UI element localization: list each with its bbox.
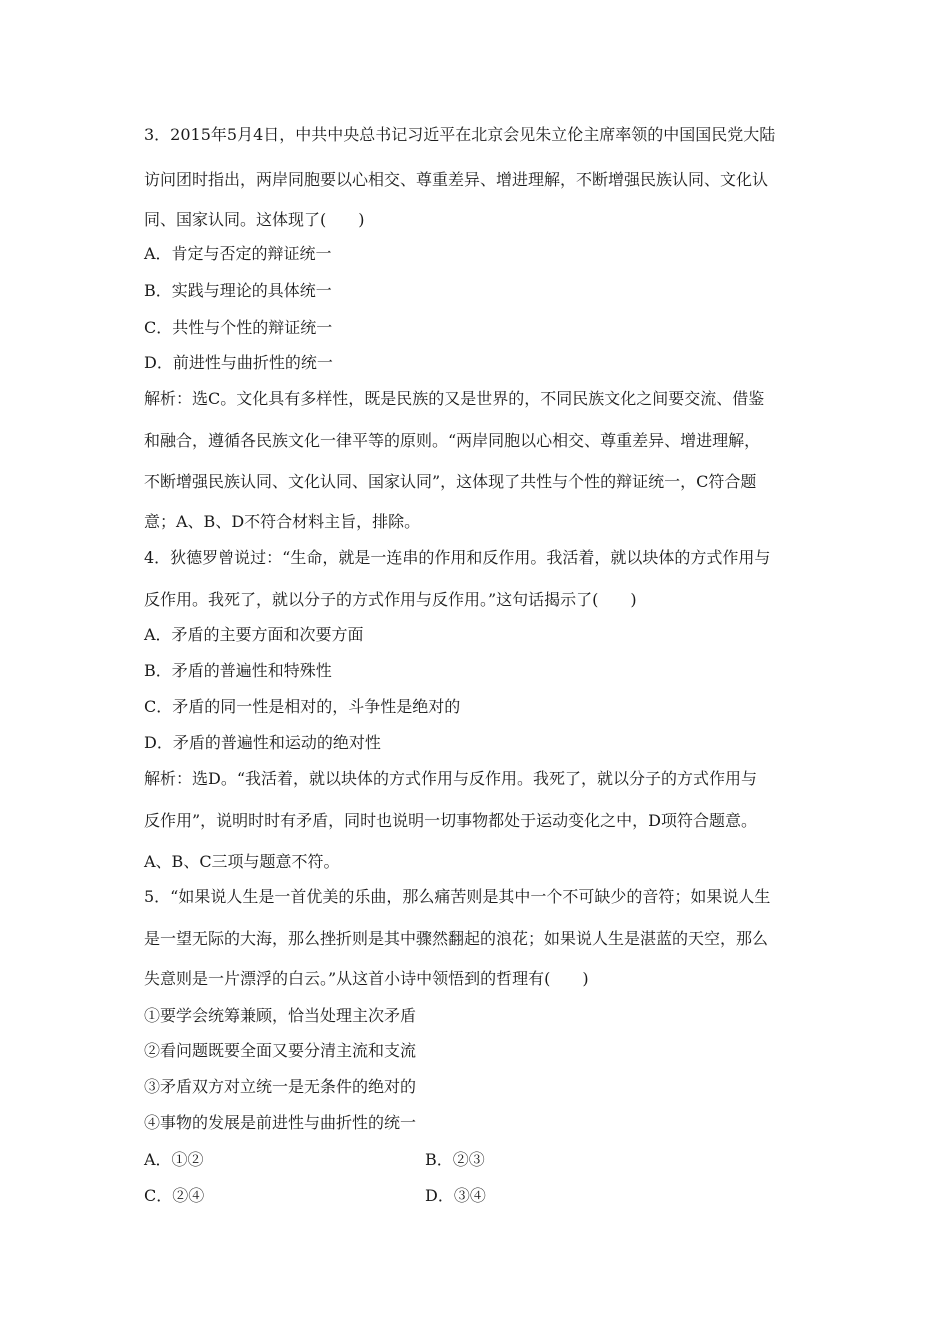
option-a: A．①②: [144, 1150, 204, 1169]
analysis-line: 解析：选C。文化具有多样性，既是民族的又是世界的，不同民族文化之间要交流、借鉴: [144, 389, 765, 408]
analysis-line: 不断增强民族认同、文化认同、国家认同”，这体现了共性与个性的辩证统一，C符合题: [144, 472, 757, 491]
option-b: B．矛盾的普遍性和特殊性: [144, 661, 332, 680]
question-stem-line: 3．2015年5月4日，中共中央总书记习近平在北京会见朱立伦主席率领的中国国民党大陆: [144, 125, 776, 144]
option-c: C．②④: [144, 1186, 205, 1205]
statement-2: ②看问题既要全面又要分清主流和支流: [144, 1041, 417, 1060]
option-d: D．前进性与曲折性的统一: [144, 353, 333, 372]
question-stem-line: 反作用。我死了，就以分子的方式作用与反作用。”这句话揭示了( ): [144, 590, 637, 609]
question-stem-line: 是一望无际的大海，那么挫折则是其中骤然翻起的浪花；如果说人生是湛蓝的天空，那么: [144, 929, 769, 948]
statement-1: ①要学会统筹兼顾，恰当处理主次矛盾: [144, 1006, 417, 1025]
analysis-line: 解析：选D。“我活着，就以块体的方式作用与反作用。我死了，就以分子的方式作用与: [144, 769, 758, 788]
option-a: A．矛盾的主要方面和次要方面: [144, 625, 364, 644]
question-stem-line: 4．狄德罗曾说过：“生命，就是一连串的作用和反作用。我活着，就以块体的方式作用与: [144, 548, 771, 567]
question-stem-line: 访问团时指出，两岸同胞要以心相交、尊重差异、增进理解，不断增强民族认同、文化认: [144, 170, 769, 189]
option-d: D．矛盾的普遍性和运动的绝对性: [144, 733, 381, 752]
question-stem-line: 同、国家认同。这体现了( ): [144, 210, 365, 229]
statement-4: ④事物的发展是前进性与曲折性的统一: [144, 1113, 417, 1132]
analysis-line: 意；A、B、D不符合材料主旨，排除。: [144, 512, 421, 531]
option-a: A．肯定与否定的辩证统一: [144, 244, 332, 263]
option-d: D．③④: [425, 1186, 486, 1205]
analysis-line: A、B、C三项与题意不符。: [144, 852, 340, 871]
analysis-line: 和融合，遵循各民族文化一律平等的原则。“两岸同胞以心相交、尊重差异、增进理解，: [144, 431, 761, 450]
question-stem-line: 失意则是一片漂浮的白云。”从这首小诗中领悟到的哲理有( ): [144, 969, 589, 988]
option-b: B．实践与理论的具体统一: [144, 281, 332, 300]
option-c: C．共性与个性的辩证统一: [144, 318, 333, 337]
statement-3: ③矛盾双方对立统一是无条件的绝对的: [144, 1077, 417, 1096]
option-b: B．②③: [425, 1150, 485, 1169]
question-stem-line: 5．“如果说人生是一首优美的乐曲，那么痛苦则是其中一个不可缺少的音符；如果说人生: [144, 887, 771, 906]
option-c: C．矛盾的同一性是相对的，斗争性是绝对的: [144, 697, 461, 716]
analysis-line: 反作用”，说明时时有矛盾，同时也说明一切事物都处于运动变化之中，D项符合题意。: [144, 811, 758, 830]
